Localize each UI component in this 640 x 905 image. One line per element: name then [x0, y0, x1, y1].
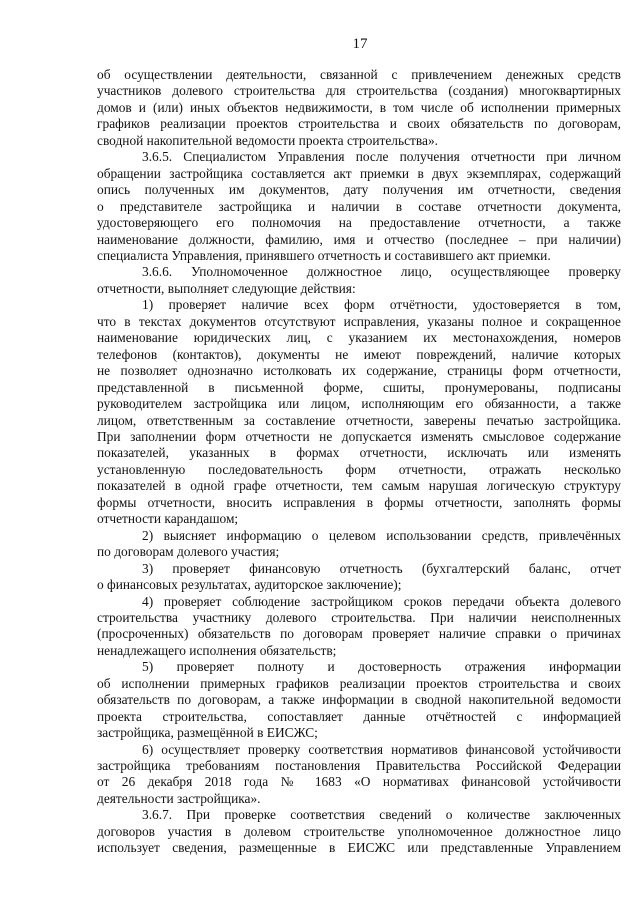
text-line: обращении застройщика составляется акт приемки в двух экземплярах, содержащий: [97, 165, 621, 181]
text-line: руководителем застройщика или лицом, исполняющим его обязанности, а также: [97, 396, 621, 412]
text-line: 2) выясняет информацию о целевом использовании средств, привлечённых: [142, 527, 621, 543]
text-line: об осуществлении деятельности, связанной с привлечением денежных средств: [97, 67, 621, 82]
text-line: лицом, ответственным за составление отчетности, заверены печатью застройщика.: [97, 412, 621, 428]
document-body: [97, 67, 621, 857]
text-line: от 26 декабря 2018 года № 1683 «О нормативах финансовой устойчивости: [97, 774, 621, 790]
text-line: сводной накопительной ведомости проекта строительства».: [97, 132, 438, 148]
text-line: 3.6.5. Специалистом Управления после получения отчетности при личном: [142, 149, 621, 165]
text-line: 3.6.6. Уполномоченное должностное лицо, осуществляющее проверку: [142, 264, 621, 280]
text-line: ненадлежащего исполнения обязательств;: [97, 642, 337, 658]
text-line: графиков реализации проектов строительства и своих обязательств по договорам,: [97, 116, 621, 132]
text-line: специалиста Управления, принявшего отчетность и составившего акт приемки.: [97, 247, 551, 263]
text-line: не позволяет однозначно истолковать их содержание, страницы форм отчетности,: [97, 363, 621, 379]
text-line: телефонов (контактов), документы не имеют повреждений, наличие которых: [97, 346, 621, 362]
text-line: застройщика, размещённой в ЕИСЖС;: [97, 725, 318, 741]
text-line: удостоверяющего его полномочия на предоставление отчетности, а также: [97, 215, 621, 231]
text-line: строительства участнику долевого строительства. При наличии неисполненных: [97, 609, 621, 625]
text-line: При заполнении форм отчетности не допускается изменять смысловое содержание: [97, 428, 621, 444]
text-line: домов и (или) иных объектов недвижимости, в том числе об исполнении примерных: [97, 99, 621, 115]
text-line: 5) проверяет полноту и достоверность отражения информации: [142, 659, 621, 675]
text-line: показателей, указанных в формах отчетности, исключать или изменять: [97, 445, 621, 461]
text-line: использует сведения, размещенные в ЕИСЖС или представленные Управлением: [97, 840, 621, 856]
text-line: 1) проверяет наличие всех форм отчётности, удостоверяется в том,: [142, 297, 621, 313]
text-line: наименование должности, фамилию, имя и отчество (последнее – при наличии): [97, 231, 621, 247]
text-line: о финансовых результатах, аудиторское заключение);: [97, 577, 402, 593]
text-line: установленную последовательность форм отчетности, отражать несколько: [97, 461, 621, 477]
text-line: 4) проверяет соблюдение застройщиком сроков передачи объекта долевого: [142, 593, 621, 609]
text-line: 6) осуществляет проверку соответствия нормативов финансовой устойчивости: [142, 741, 621, 757]
text-line: о представителе застройщика и наличии в составе отчетности документа,: [97, 198, 621, 214]
text-line: обязательств по договорам, а также информации в сводной накопительной ведомости: [97, 692, 621, 708]
text-line: отчетности, выполняет следующие действия:: [97, 280, 356, 296]
text-line: проекта строительства, сопоставляет данные отчётностей с информацией: [97, 708, 621, 724]
text-line: отчетности карандашом;: [97, 511, 239, 527]
text-line: договоров участия в долевом строительстве уполномоченное должностное лицо: [97, 823, 621, 839]
text-line: представленной в письменной форме, сшиты, пронумерованы, подписаны: [97, 379, 621, 395]
text-line: деятельности застройщика».: [97, 790, 261, 806]
text-line: 3.6.7. При проверке соответствия сведений о количестве заключенных: [142, 807, 621, 823]
text-line: опись полученных им документов, дату получения им отчетности, сведения: [97, 182, 621, 198]
text-line: участников долевого строительства для строительства (создания) многоквартирных: [97, 83, 621, 99]
text-line: 3) проверяет финансовую отчетность (бухгалтерский баланс, отчет: [142, 560, 621, 576]
text-line: формы отчетности, вносить исправления в формы отчетности, заполнять формы: [97, 494, 621, 510]
text-line: наименование юридических лиц, с указанием их местонахождения, номеров: [97, 330, 621, 346]
text-line: (просроченных) обязательств по договорам проверяет наличие справки о причинах: [97, 626, 621, 642]
text-line: об исполнении примерных графиков реализации проектов строительства и своих: [97, 675, 621, 691]
text-line: застройщика требованиям постановления Правительства Российской Федерации: [97, 758, 621, 774]
text-line: по договорам долевого участия;: [97, 544, 280, 560]
text-line: показателей в одной графе отчетности, тем самым нарушая логическую структуру: [97, 478, 621, 494]
page-number: 17: [352, 36, 368, 52]
text-line: что в текстах документов отсутствуют исправления, указаны полное и сокращенное: [97, 313, 621, 329]
